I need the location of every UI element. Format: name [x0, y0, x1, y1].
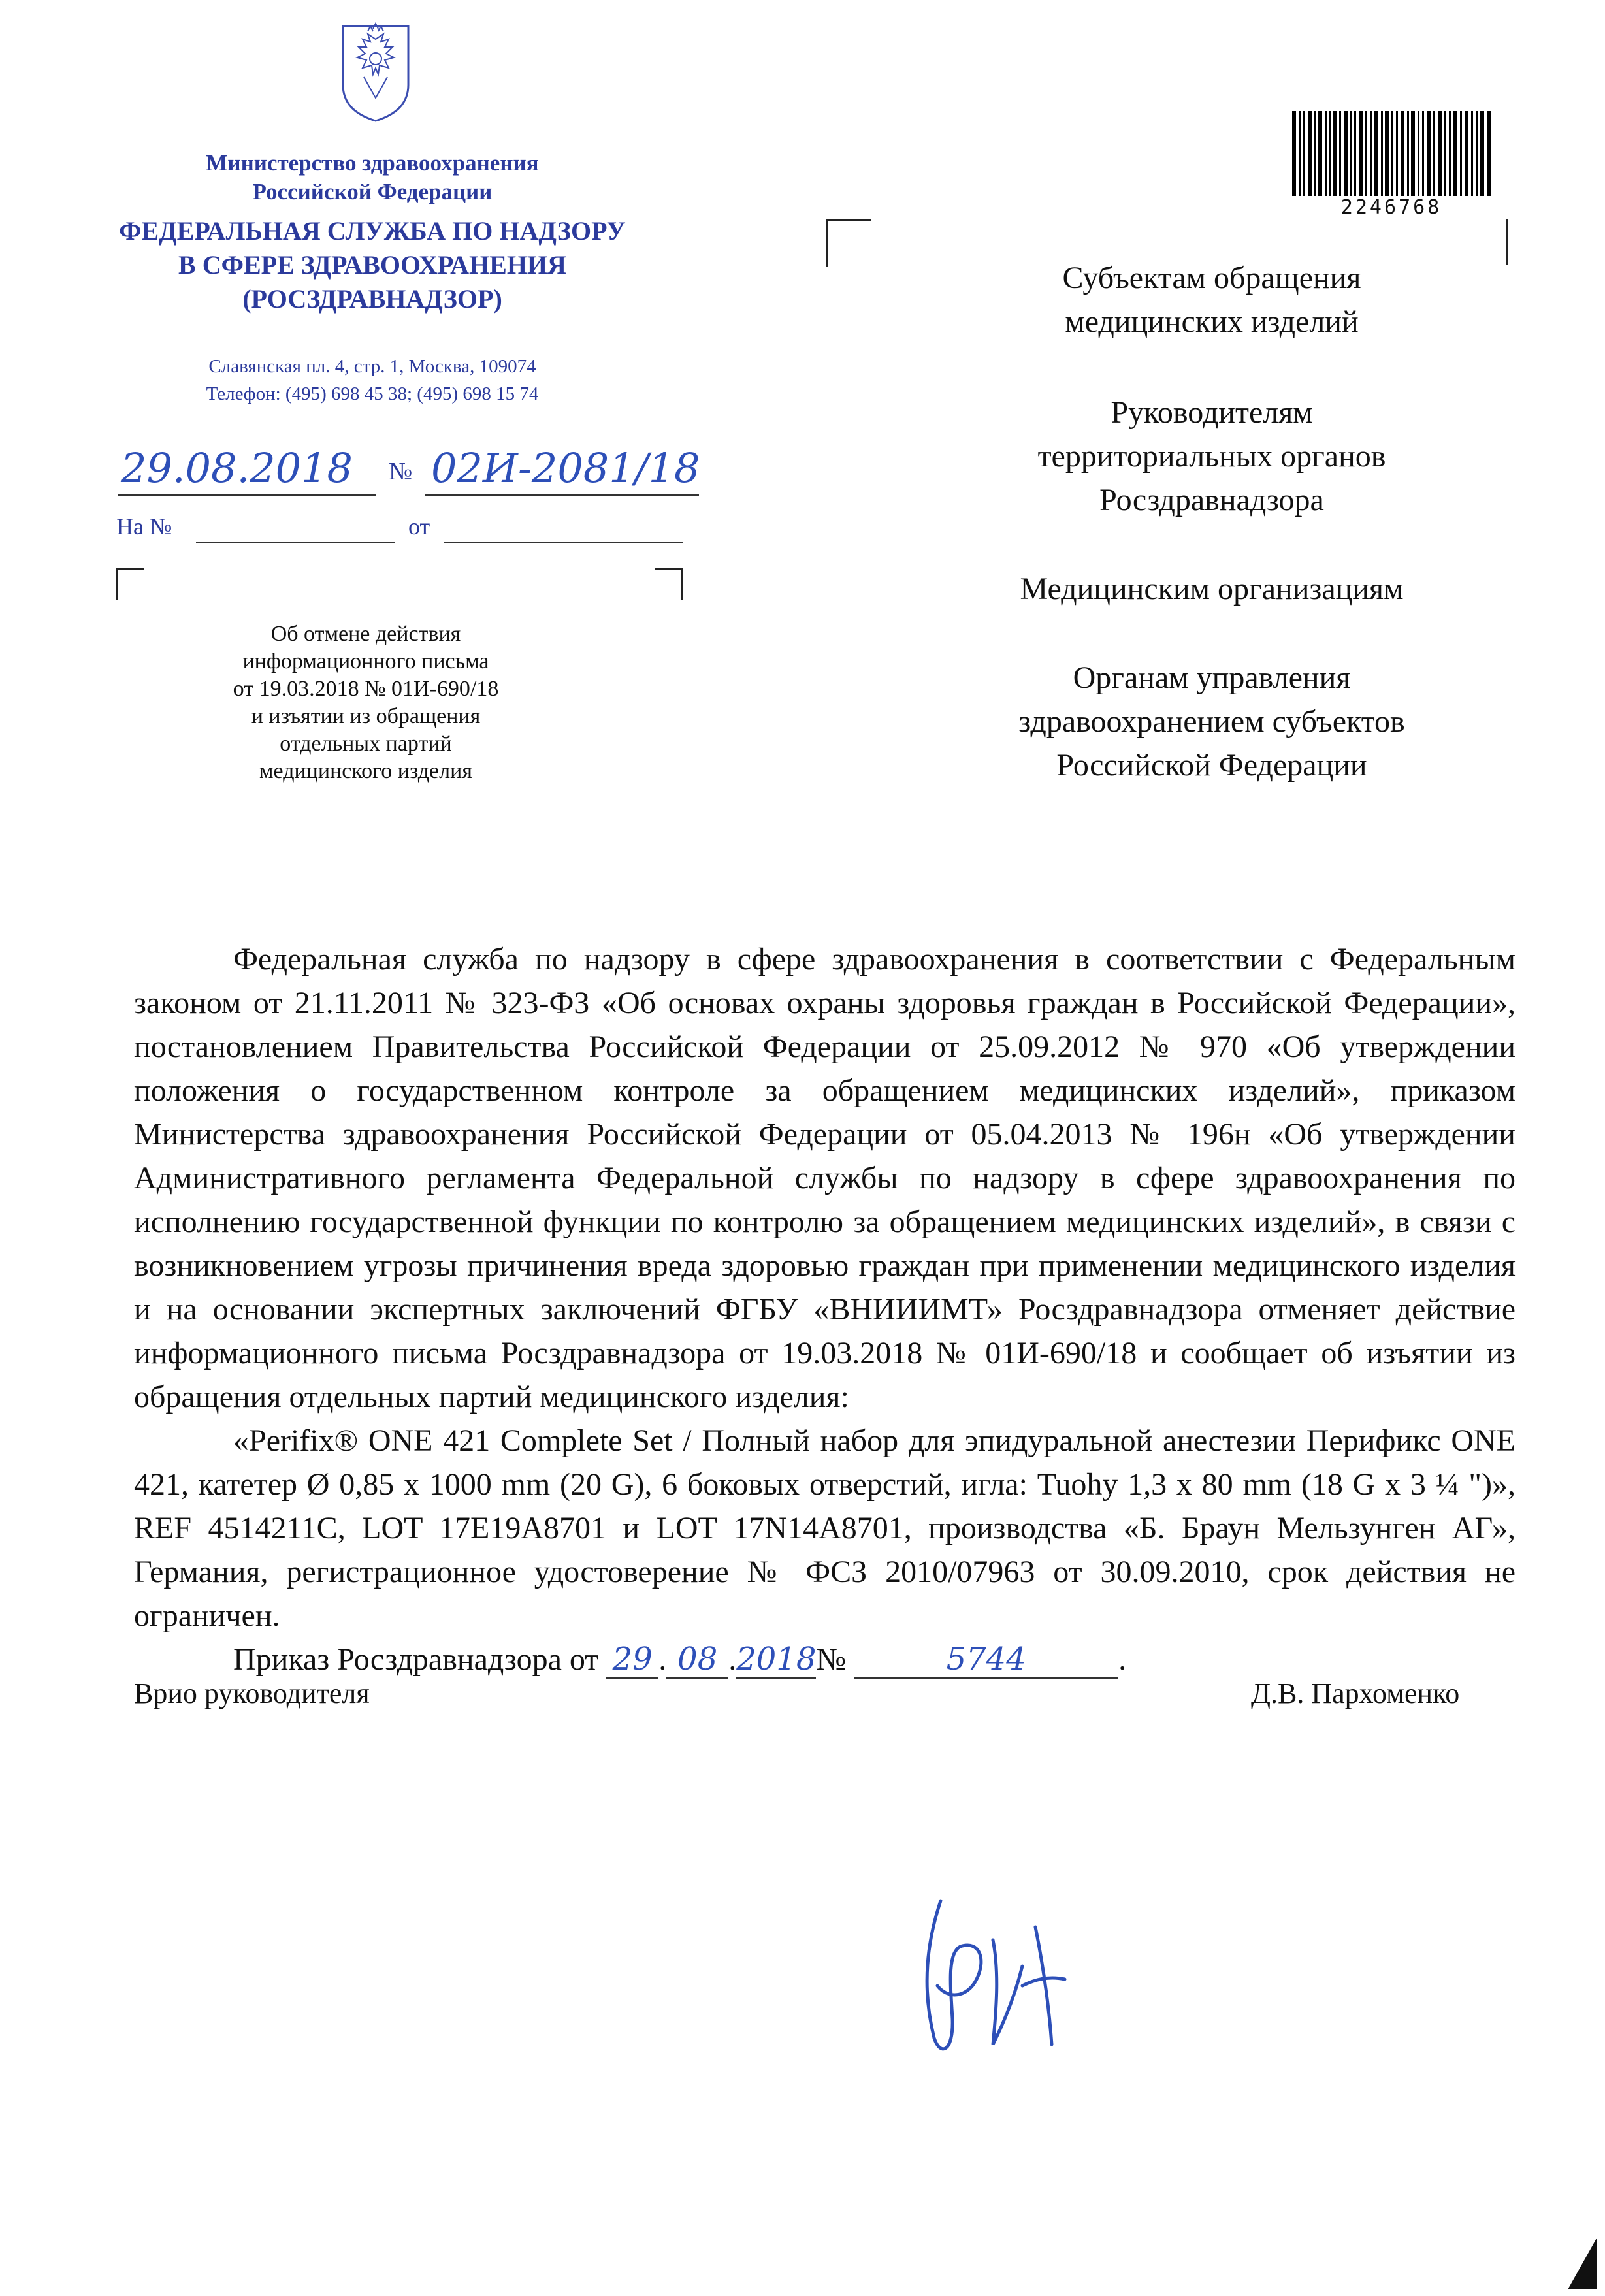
registration-date: 29.08.2018 [121, 444, 353, 492]
registration-number: 02И-2081/18 [431, 444, 700, 492]
addressee-4-line-3: Российской Федерации [1056, 748, 1367, 783]
subject-line-5: отдельных партий [280, 732, 452, 756]
registration-number-sign: № [389, 458, 413, 485]
from-date-line [444, 542, 683, 543]
addressee-2-line-1: Руководителям [1111, 395, 1313, 430]
addressee-1 [901, 256, 1522, 344]
ministry-line-1: Министерство здравоохранения [206, 150, 539, 176]
addressee-4-line-1: Органам управления [1073, 660, 1351, 695]
letter-subject [196, 621, 536, 785]
order-line: Приказ Росздравнадзора от 29 . 08 .2018№ 5744 . [233, 1641, 1127, 1677]
from-label: от [408, 513, 430, 540]
registration-date-underline [118, 494, 376, 496]
order-end: . [1118, 1642, 1127, 1677]
addressee-2-line-3: Росздравнадзора [1099, 483, 1324, 517]
service-line-3: (РОСЗДРАВНАДЗОР) [242, 284, 502, 314]
addressee-bracket-left [826, 219, 871, 267]
subject-bracket-right [655, 568, 683, 600]
handwritten-signature [901, 1888, 1084, 2071]
service-line-2: В СФЕРЕ ЗДРАВООХРАНЕНИЯ [178, 250, 566, 280]
body-paragraph-1: Федеральная служба по надзору в сфере здравоохранения в соответствии с Федеральным законом от 21.11.2011 № 323-ФЗ «Об основах охраны здоровья граждан в Российской Федерации», постановлением Правительства Российской Федерации от 25.09.2012 № 970 «Об утверждении положения о государственном контроле за обращением медицинских изделий», приказом Министерства здравоохранения Российской Федерации от 05.04.2013 № 196н «Об утверждении Административного регламента Федеральной службы по надзору в сфере здравоохранения по исполнению государственной функции по контролю за обращением медицинских изделий», в связи с возникновением угрозы причинения вреда здоровью граждан при применении медицинского изделия и на основании экспертных заключений ФГБУ «ВНИИИМТ» Росздравнадзора отменяет действие информационного письма Росздравнадзора от 19.03.2018 № 01И-690/18 и сообщает об изъятии из обращения отдельных партий медицинского изделия: [134, 942, 1516, 1414]
coat-of-arms-emblem [336, 20, 415, 124]
order-number-sign: № [816, 1642, 847, 1677]
order-year: 2018 [736, 1641, 817, 1677]
signatory-position: Врио руководителя [134, 1677, 370, 1709]
addressee-3 [901, 567, 1522, 611]
service-contacts [105, 353, 640, 408]
address: Славянская пл. 4, стр. 1, Москва, 109074 [208, 356, 536, 377]
barcode [1287, 111, 1496, 219]
addressee-4-line-2: здравоохранением субъектов [1018, 704, 1405, 739]
subject-line-4: и изъятии из обращения [251, 704, 481, 728]
addressee-1-line-2: медицинских изделий [1065, 304, 1359, 339]
subject-line-1: Об отмене действия [270, 622, 461, 646]
service-line-1: ФЕДЕРАЛЬНАЯ СЛУЖБА ПО НАДЗОРУ [119, 216, 626, 246]
reply-to-number-line [196, 542, 395, 543]
page-corner-mark [1568, 2237, 1597, 2289]
subject-bracket-left [116, 568, 144, 600]
signatory-name: Д.В. Пархоменко [1251, 1677, 1460, 1709]
letter-body [134, 937, 1516, 1681]
subject-line-3: от 19.03.2018 № 01И-690/18 [233, 677, 499, 701]
ministry-name [111, 149, 634, 206]
barcode-number: 2246768 [1340, 196, 1442, 219]
addressee-3-line-1: Медицинским организациям [1020, 572, 1404, 606]
order-month: 08 [666, 1641, 728, 1679]
phone: Телефон: (495) 698 45 38; (495) 698 15 74 [206, 383, 539, 404]
body-paragraph-2: «Perifix® ONE 421 Complete Set / Полный набор для эпидуральной анестезии Перификс ONE 421, катетер Ø 0,85 x 1000 mm (20 G), 6 боковых отверстий, игла: Tuohy 1,3 x 80 mm (18 G x 3 ¼ ")», REF 4514211C, LOT 17E19A8701 и LOT 17N14A8701, производства «Б. Браун Мельзунген АГ», Германия, регистрационное удостоверение № ФСЗ 2010/07963 от 30.09.2010, срок действия не ограничен. [134, 1423, 1516, 1633]
addressee-1-line-1: Субъектам обращения [1062, 261, 1361, 295]
addressee-2-line-2: территориальных органов [1037, 439, 1386, 474]
addressee-2 [901, 391, 1522, 522]
subject-line-6: медицинского изделия [259, 759, 472, 783]
order-day: 29 [606, 1641, 658, 1679]
barcode-bars [1287, 111, 1496, 196]
service-name [91, 214, 653, 316]
order-number: 5744 [854, 1641, 1118, 1679]
ministry-line-2: Российской Федерации [252, 179, 493, 204]
reply-to-label: На № [116, 513, 172, 540]
addressee-4 [901, 656, 1522, 787]
order-prefix: Приказ Росздравнадзора от [233, 1642, 599, 1677]
registration-number-underline [425, 494, 699, 496]
subject-line-2: информационного письма [242, 649, 489, 673]
